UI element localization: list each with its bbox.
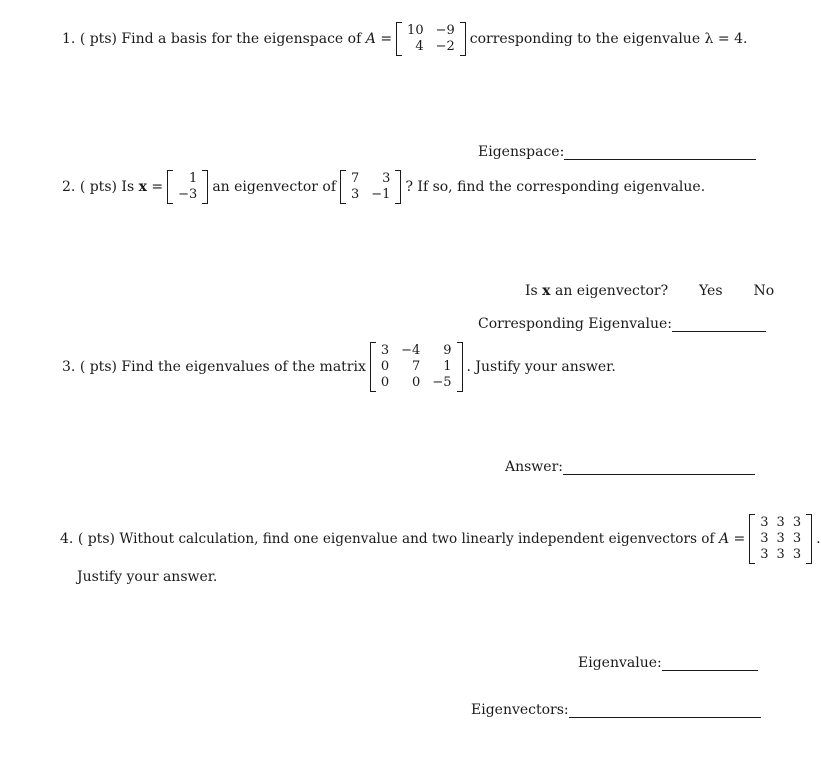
vector-cell: −3 xyxy=(178,187,198,202)
matrix-cell: 3 xyxy=(351,187,360,202)
answer-label: Eigenvalue: xyxy=(578,655,662,671)
matrix-cell: −5 xyxy=(432,375,452,390)
matrix-cell: 3 xyxy=(776,515,785,530)
question-text: Without calculation, find one eigenvalue and two linearly independent eigenvectors of xyxy=(119,531,715,547)
answer-label: Answer: xyxy=(505,459,563,475)
answer-eigenvectors xyxy=(471,702,761,718)
no-option[interactable]: No xyxy=(753,283,775,299)
matrix-cell: 1 xyxy=(443,359,452,374)
question-text: Is xyxy=(121,179,135,195)
question-number: 4. xyxy=(60,531,74,547)
matrix-cell: 3 xyxy=(380,343,390,358)
matrix-label: A xyxy=(718,531,730,547)
matrix-cell: −1 xyxy=(371,187,391,202)
points: ( pts) xyxy=(79,179,117,195)
matrix-cell: −9 xyxy=(435,23,455,38)
vector-label: x xyxy=(542,283,551,299)
matrix-cell: 3 xyxy=(760,515,769,530)
label: an eigenvector? xyxy=(554,283,669,299)
answer-corresponding-eigenvalue xyxy=(478,316,766,332)
matrix-cell: 7 xyxy=(412,359,421,374)
matrix-cell: 3 xyxy=(760,531,769,546)
question-text-after: . Justify your answer. xyxy=(466,359,616,375)
points: ( pts) xyxy=(79,31,117,47)
matrix-cell: −4 xyxy=(401,343,421,358)
equals: = xyxy=(733,531,746,547)
label: Is xyxy=(525,283,538,299)
question-number: 3. xyxy=(62,359,76,375)
matrix-cell: 9 xyxy=(443,343,452,358)
question-4 xyxy=(60,514,821,564)
question-number: 2. xyxy=(62,179,76,195)
matrix-d xyxy=(749,514,812,564)
eigenvalue-blank[interactable] xyxy=(672,317,766,332)
vector-label: x xyxy=(138,179,147,195)
matrix-cell: −2 xyxy=(435,39,455,54)
question-text: Find the eigenvalues of the matrix xyxy=(121,359,366,375)
question-text-mid: an eigenvector of xyxy=(212,179,336,195)
matrix-cell: 0 xyxy=(380,375,390,390)
question-number: 1. xyxy=(62,31,76,47)
answer-eigenvalue xyxy=(578,655,758,671)
answer-label: Eigenvectors: xyxy=(471,702,569,718)
question-text: Find a basis for the eigenspace of xyxy=(121,31,362,47)
vector-cell: 1 xyxy=(189,171,198,186)
equals: = xyxy=(380,31,393,47)
question-2 xyxy=(62,170,705,204)
eigenspace-blank[interactable] xyxy=(564,145,756,160)
points: ( pts) xyxy=(79,359,117,375)
vector-x xyxy=(167,170,208,204)
question-text-after: . xyxy=(816,531,821,547)
matrix-cell: 7 xyxy=(351,171,360,186)
matrix-cell: 3 xyxy=(792,515,802,530)
answer-eigenspace xyxy=(478,144,756,160)
matrix-cell: 3 xyxy=(776,547,785,562)
equals: = xyxy=(151,179,164,195)
answer-label: Corresponding Eigenvalue: xyxy=(478,316,672,332)
eigenvectors-blank[interactable] xyxy=(569,703,761,718)
matrix-a xyxy=(396,22,466,56)
question-text-after: ? If so, find the corresponding eigenvalue. xyxy=(405,179,706,195)
matrix-label: A xyxy=(365,31,376,47)
eigenvector-question xyxy=(525,283,774,299)
eigenvalue-blank[interactable] xyxy=(662,656,758,671)
question-text-after: corresponding to the eigenvalue λ = 4. xyxy=(469,31,748,47)
justify-text: Justify your answer. xyxy=(77,569,218,585)
matrix-cell: 0 xyxy=(380,359,390,374)
matrix-cell: 10 xyxy=(407,23,424,38)
matrix-cell: 4 xyxy=(415,39,424,54)
answer-blank[interactable] xyxy=(563,460,755,475)
matrix-c xyxy=(370,342,463,392)
matrix-cell: 3 xyxy=(792,547,802,562)
matrix-cell: 3 xyxy=(792,531,802,546)
yes-option[interactable]: Yes xyxy=(699,283,723,299)
answer-eigenvalues xyxy=(505,459,755,475)
points: ( pts) xyxy=(77,531,115,547)
matrix-cell: 3 xyxy=(760,547,769,562)
matrix-cell: 3 xyxy=(776,531,785,546)
answer-label: Eigenspace: xyxy=(478,144,565,160)
question-1 xyxy=(62,22,747,56)
matrix-cell: 0 xyxy=(412,375,421,390)
matrix-cell: 3 xyxy=(382,171,391,186)
matrix-b xyxy=(340,170,401,204)
question-3 xyxy=(62,342,616,392)
